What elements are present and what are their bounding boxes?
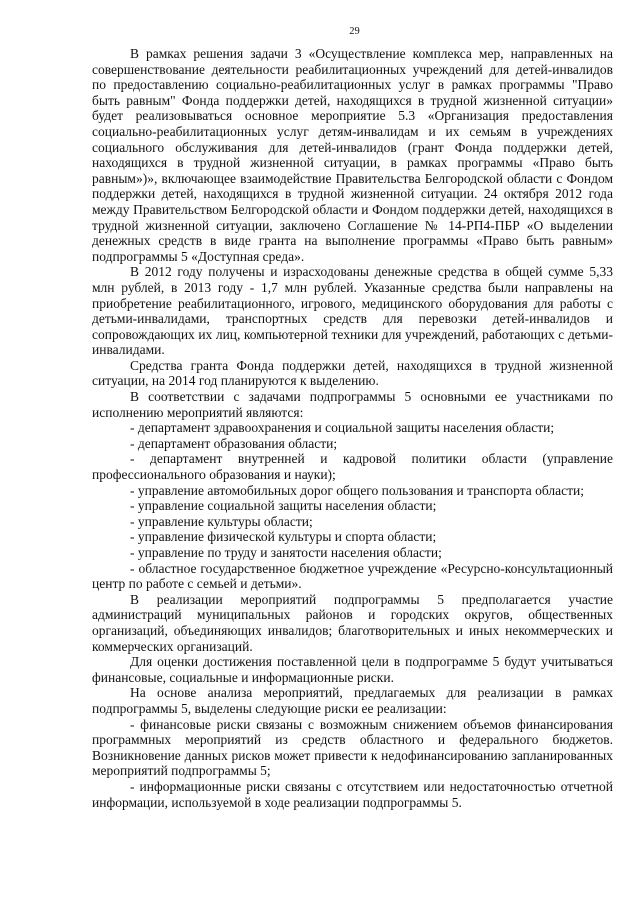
paragraph-funds-2012: В 2012 году получены и израсходованы денежные средства в общей сумме 5,33 млн рублей, в 2013 году - 1,7 млн рублей. Указанные средства были направлены на приобретение реабилитационного, игрового, медицинского оборудования для работы с детьми-инвалидами, транспортных средств для перевозки детей-инвалидов и сопровождающих их лиц, компьютерной техники для учреждений, работающих с детьми-инвалидами. xyxy=(92,264,613,358)
list-item: - департамент внутренней и кадровой политики области (управление профессионального образования и науки); xyxy=(92,451,613,483)
list-item: - управление социальной защиты населения области; xyxy=(130,498,437,514)
paragraph-risks-evaluation: Для оценки достижения поставленной цели в подпрограмме 5 будут учитываться финансовые, социальные и информационные риски. xyxy=(92,654,613,685)
paragraph-task-3: В рамках решения задачи 3 «Осуществление комплекса мер, направленных на совершенствование деятельности реабилитационных учреждений для детей-инвалидов по предоставлению социально-реабилитационных услуг в рамках программы "Право быть равным" Фонда поддержки детей, находящихся в трудной жизненной ситуации» будет реализовываться основное мероприятие 5.3 «Организация предоставления социально-реабилитационных услуг детям-инвалидам и их семьям в учреждениях социального обслуживания для детей-инвалидов (грант Фонда поддержки детей, находящихся в трудной жизненной ситуации, в рамках программы «Право быть равным»)», включающее взаимодействие Правительства Белгородской области с Фондом поддержки детей, находящихся в трудной жизненной ситуации. 24 октября 2012 года между Правительством Белгородской области и Фондом поддержки детей, находящихся в трудной жизненной ситуации, заключено Соглашение № 14-РП4-ПБР «О выделении денежных средств в виде гранта на выполнение программы «Право быть равным» подпрограммы 5 «Доступная среда». xyxy=(92,46,613,264)
paragraph-participants-intro: В соответствии с задачами подпрограммы 5 основными ее участниками по исполнению мероприятий являются: xyxy=(92,389,613,420)
list-item: - управление физической культуры и спорта области; xyxy=(130,529,437,545)
paragraph-implementation: В реализации мероприятий подпрограммы 5 предполагается участие администраций муниципальных районов и городских округов, общественных организаций, объединяющих инвалидов; благотворительных и иных некоммерческих и коммерческих организаций. xyxy=(92,591,613,654)
paragraph-risks-intro: На основе анализа мероприятий, предлагаемых для реализации в рамках подпрограммы 5, выделены следующие риски ее реализации: xyxy=(92,685,613,716)
list-item: - областное государственное бюджетное учреждение «Ресурсно-консультационный центр по работе с семьей и детьми». xyxy=(92,560,613,592)
list-item: - управление автомобильных дорог общего пользования и транспорта области; xyxy=(130,482,585,498)
list-item: - управление по труду и занятости населения области; xyxy=(130,545,442,560)
page-number: 29 xyxy=(349,26,360,37)
list-item: - информационные риски связаны с отсутствием или недостаточностью отчетной информации, используемой в ходе реализации подпрограммы 5. xyxy=(92,778,613,810)
list-item: - финансовые риски связаны с возможным снижением объемов финансирования программных мероприятий из средств областного и федерального бюджетов. Возникновение данных рисков может привести к недофинансированию запланированных мероприятий подпрограммы 5; xyxy=(92,716,613,779)
list-item: - управление культуры области; xyxy=(130,513,313,529)
paragraph-grant-2014: Средства гранта Фонда поддержки детей, находящихся в трудной жизненной ситуации, на 2014 год планируются к выделению. xyxy=(92,357,613,389)
list-item: - департамент образования области; xyxy=(130,435,338,451)
list-item: - департамент здравоохранения и социальной защиты населения области; xyxy=(130,420,555,436)
